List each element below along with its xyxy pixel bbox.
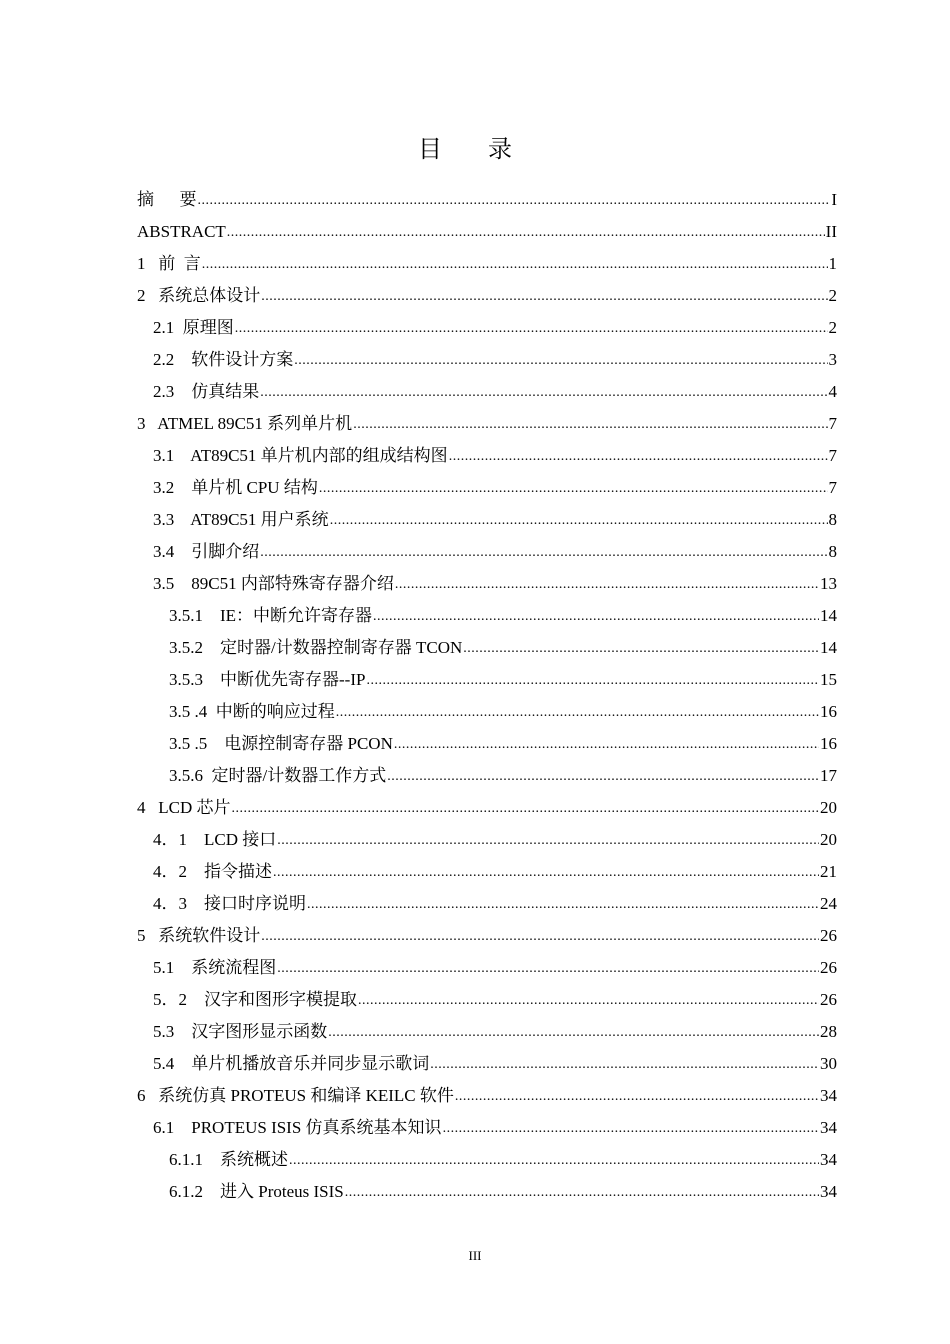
toc-entry[interactable] — [137, 952, 837, 984]
toc-entry[interactable] — [137, 184, 837, 216]
toc-leader-dots — [358, 985, 819, 1017]
toc-leader-dots — [345, 1177, 819, 1209]
toc-entry[interactable] — [137, 344, 837, 376]
toc-entry[interactable] — [137, 632, 837, 664]
toc-entry-page: 2 — [828, 286, 837, 305]
toc-entry-title: 6.1 PROTEUS ISIS 仿真系统基本知识 — [153, 1118, 442, 1137]
toc-entry-page: 26 — [820, 990, 837, 1009]
toc-entry-page: 15 — [820, 670, 837, 689]
toc-entry[interactable] — [137, 984, 837, 1016]
toc-leader-dots — [260, 377, 827, 409]
toc-entry-title: ABSTRACT — [137, 222, 226, 241]
toc-entry-title: 2 系统总体设计 — [137, 286, 261, 305]
toc-entry[interactable] — [137, 280, 837, 312]
toc-entry-title: 5.3 汉字图形显示函数 — [153, 1022, 328, 1041]
toc-entry-title: 3.5 89C51 内部特殊寄存器介绍 — [153, 574, 394, 593]
toc-entry-page: 20 — [820, 798, 837, 817]
toc-leader-dots — [198, 185, 831, 217]
toc-leader-dots — [449, 441, 828, 473]
toc-leader-dots — [277, 953, 819, 985]
toc-entry-title: 3.5 .4 中断的响应过程 — [169, 702, 335, 721]
toc-entry-page: 21 — [820, 862, 837, 881]
toc-entry[interactable] — [137, 408, 837, 440]
toc-entry-title: 5．2 汉字和图形字模提取 — [153, 990, 357, 1009]
toc-entry[interactable] — [137, 888, 837, 920]
toc-leader-dots — [227, 217, 825, 249]
toc-entry-title: 2.3 仿真结果 — [153, 382, 260, 401]
toc-entry-page: 7 — [828, 446, 837, 465]
toc-entry-page: 4 — [828, 382, 837, 401]
toc-entry-page: 34 — [820, 1118, 837, 1137]
toc-entry[interactable] — [137, 1176, 837, 1208]
toc-entry-title: 5.1 系统流程图 — [153, 958, 277, 977]
table-of-contents — [137, 184, 837, 1208]
toc-entry-title: 摘 要 — [137, 190, 197, 209]
toc-entry[interactable] — [137, 536, 837, 568]
toc-entry-page: 7 — [828, 478, 837, 497]
toc-entry-page: 26 — [820, 958, 837, 977]
toc-leader-dots — [289, 1145, 819, 1177]
toc-entry-title: 3.5.3 中断优先寄存器--IP — [169, 670, 366, 689]
toc-entry-page: I — [831, 190, 837, 209]
toc-leader-dots — [277, 825, 819, 857]
toc-entry-title: 4．3 接口时序说明 — [153, 894, 306, 913]
toc-entry-page: 8 — [828, 510, 837, 529]
toc-leader-dots — [319, 473, 828, 505]
toc-entry[interactable] — [137, 248, 837, 280]
toc-entry-title: 3.5.2 定时器/计数器控制寄存器 TCON — [169, 638, 463, 657]
toc-entry[interactable] — [137, 216, 837, 248]
toc-leader-dots — [463, 633, 819, 665]
toc-entry[interactable] — [137, 1144, 837, 1176]
toc-entry-title: 5 系统软件设计 — [137, 926, 261, 945]
toc-leader-dots — [455, 1081, 819, 1113]
toc-entry-title: 3.5.6 定时器/计数器工作方式 — [169, 766, 387, 785]
toc-leader-dots — [394, 729, 819, 761]
toc-leader-dots — [294, 345, 827, 377]
toc-entry-page: 30 — [820, 1054, 837, 1073]
toc-entry-title: 3.3 AT89C51 用户系统 — [153, 510, 329, 529]
toc-entry[interactable] — [137, 1080, 837, 1112]
toc-leader-dots — [443, 1113, 819, 1145]
toc-entry-page: 24 — [820, 894, 837, 913]
toc-entry-title: 2.1 原理图 — [153, 318, 234, 337]
toc-entry-title: 5.4 单片机播放音乐并同步显示歌词 — [153, 1054, 430, 1073]
toc-entry[interactable] — [137, 440, 837, 472]
toc-entry-page: 14 — [820, 638, 837, 657]
toc-entry[interactable] — [137, 376, 837, 408]
toc-leader-dots — [387, 761, 819, 793]
toc-entry-page: 34 — [820, 1182, 837, 1201]
toc-leader-dots — [261, 921, 819, 953]
toc-leader-dots — [328, 1017, 819, 1049]
toc-entry-title: 6.1.2 进入 Proteus ISIS — [169, 1182, 344, 1201]
toc-entry-page: 28 — [820, 1022, 837, 1041]
toc-entry[interactable] — [137, 824, 837, 856]
toc-entry-page: 34 — [820, 1086, 837, 1105]
toc-entry[interactable] — [137, 728, 837, 760]
toc-entry[interactable] — [137, 1112, 837, 1144]
toc-entry-title: 3 ATMEL 89C51 系列单片机 — [137, 414, 353, 433]
toc-leader-dots — [336, 697, 819, 729]
toc-entry[interactable] — [137, 792, 837, 824]
page-number: III — [468, 1248, 482, 1263]
toc-entry[interactable] — [137, 920, 837, 952]
toc-entry-page: 3 — [828, 350, 837, 369]
toc-leader-dots — [273, 857, 819, 889]
toc-entry-page: 26 — [820, 926, 837, 945]
toc-entry-page: 20 — [820, 830, 837, 849]
toc-entry[interactable] — [137, 696, 837, 728]
toc-entry[interactable] — [137, 1048, 837, 1080]
toc-entry[interactable] — [137, 312, 837, 344]
toc-leader-dots — [373, 601, 819, 633]
toc-leader-dots — [395, 569, 819, 601]
toc-entry-page: 7 — [828, 414, 837, 433]
toc-entry-title: 4 LCD 芯片 — [137, 798, 231, 817]
toc-entry-page: 16 — [820, 734, 837, 753]
toc-entry-page: 1 — [828, 254, 837, 273]
toc-entry-title: 3.1 AT89C51 单片机内部的组成结构图 — [153, 446, 448, 465]
toc-leader-dots — [430, 1049, 819, 1081]
toc-entry-title: 4．2 指令描述 — [153, 862, 272, 881]
toc-entry-title: 4．1 LCD 接口 — [153, 830, 277, 849]
toc-entry-page: 34 — [820, 1150, 837, 1169]
toc-leader-dots — [307, 889, 819, 921]
toc-entry[interactable] — [137, 1016, 837, 1048]
toc-entry-title: 3.2 单片机 CPU 结构 — [153, 478, 318, 497]
toc-entry-title: 6.1.1 系统概述 — [169, 1150, 288, 1169]
toc-entry-page: II — [825, 222, 837, 241]
toc-entry-title: 1 前 言 — [137, 254, 201, 273]
toc-entry[interactable] — [137, 856, 837, 888]
toc-entry[interactable] — [137, 760, 837, 792]
toc-entry[interactable] — [137, 664, 837, 696]
toc-entry-page: 16 — [820, 702, 837, 721]
toc-entry[interactable] — [137, 504, 837, 536]
toc-leader-dots — [330, 505, 828, 537]
toc-leader-dots — [235, 313, 828, 345]
toc-leader-dots — [202, 249, 828, 281]
toc-entry-page: 14 — [820, 606, 837, 625]
toc-entry-title: 2.2 软件设计方案 — [153, 350, 294, 369]
toc-leader-dots — [353, 409, 827, 441]
toc-entry-page: 13 — [820, 574, 837, 593]
toc-entry[interactable] — [137, 568, 837, 600]
toc-entry-page: 2 — [828, 318, 837, 337]
toc-entry-title: 3.5 .5 电源控制寄存器 PCON — [169, 734, 393, 753]
toc-leader-dots — [366, 665, 819, 697]
toc-leader-dots — [260, 537, 827, 569]
toc-entry-title: 3.4 引脚介绍 — [153, 542, 260, 561]
toc-entry-title: 6 系统仿真 PROTEUS 和编译 KEILC 软件 — [137, 1086, 454, 1105]
toc-entry[interactable] — [137, 600, 837, 632]
toc-leader-dots — [261, 281, 827, 313]
toc-entry-page: 8 — [828, 542, 837, 561]
toc-entry-page: 17 — [820, 766, 837, 785]
toc-entry-title: 3.5.1 IE：中断允许寄存器 — [169, 606, 373, 625]
page-title: 目 录 — [418, 137, 532, 163]
toc-leader-dots — [232, 793, 820, 825]
toc-entry[interactable] — [137, 472, 837, 504]
